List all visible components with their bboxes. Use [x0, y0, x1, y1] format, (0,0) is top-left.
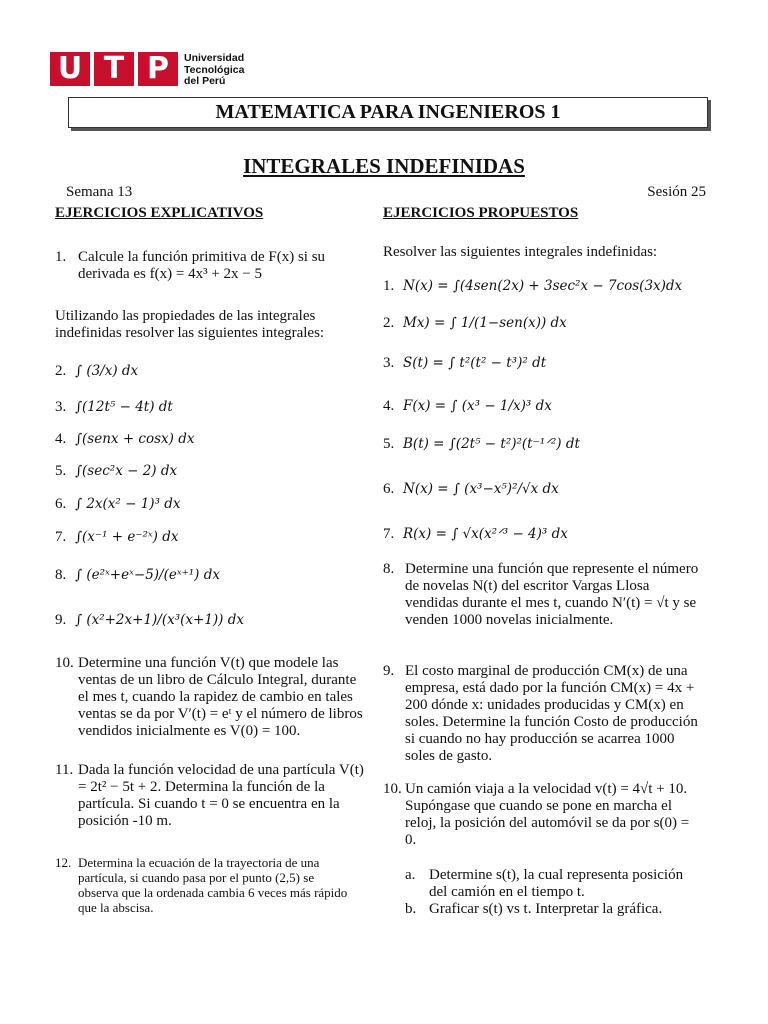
- left-heading: EJERCICIOS EXPLICATIVOS: [55, 205, 264, 221]
- exercise-text: Dada la función velocidad de una partícula V(t) = 2t² − 5t + 2. Determina la función de la partícula. Si cuando t = 0 se encuentra en la posición -10 m.: [78, 762, 364, 829]
- course-title: MATEMATICA PARA INGENIEROS 1: [215, 101, 561, 123]
- exercise-text: Determina la ecuación de la trayectoria de una partícula, si cuando pasa por el punto (2,5) se observa que la ordenada cambia 6 veces más rápido que la abscisa.: [78, 855, 348, 915]
- integral-expression: Mx) = ∫ 1/(1−sen(x)) dx: [403, 315, 567, 331]
- exercise-text: Determine una función V(t) que modele las ventas de un libro de Cálculo Integral, durante el mes t, cuando la rapidez de cambio en tales ventas se da por V′(t) = eᵗ y el número de libros vendidos inicialmente es V(0) = 100.: [78, 655, 363, 739]
- integral-expression: R(x) = ∫ √x(x²ᐟ³ − 4)³ dx: [403, 526, 568, 542]
- session-label: Sesión 25: [647, 184, 706, 200]
- course-title-box: [68, 97, 708, 128]
- integral-expression: B(t) = ∫(2t⁵ − t²)²(t⁻¹ᐟ²) dt: [403, 436, 580, 452]
- integral-expression: F(x) = ∫ (x³ − 1/x)³ dx: [403, 398, 552, 414]
- integral-expression: ∫(sec²x − 2) dx: [75, 463, 178, 479]
- logo-university-name: Universidad Tecnológica del Perú: [184, 52, 245, 87]
- subitem-text: Graficar s(t) vs t. Interpretar la gráfica.: [429, 901, 663, 917]
- right-heading: EJERCICIOS PROPUESTOS: [383, 205, 579, 221]
- integral-expression: ∫ (3/x) dx: [75, 363, 139, 379]
- integral-expression: ∫(senx + cosx) dx: [75, 431, 195, 447]
- integral-expression: ∫ 2x(x² − 1)³ dx: [75, 496, 181, 512]
- integral-expression: N(x) = ∫(4sen(2x) + 3sec²x − 7cos(3x)dx: [403, 278, 683, 294]
- exercise-text: Determine una función que represente el número de novelas N(t) del escritor Vargas Llosa vendidas durante el mes t, cuando N′(t) = √t y se venden 1000 novelas inicialmente.: [405, 561, 699, 628]
- utp-logo: [50, 52, 250, 88]
- integral-expression: S(t) = ∫ t²(t² − t³)² dt: [403, 355, 547, 371]
- exercise-text: Un camión viaja a la velocidad v(t) = 4√t + 10. Supóngase que cuando se pone en marcha el reloj, la posición del automóvil se da por s(0) = 0.: [405, 781, 690, 848]
- integral-expression: N(x) = ∫ (x³−x⁵)²/√x dx: [403, 481, 559, 497]
- exercise-text: El costo marginal de producción CM(x) de una empresa, está dado por la función CM(x) = 4x + 200 dónde x: unidades producidas y CM(x) en soles. Determine la función Costo de producción si cuando no hay producción se acarrea 1000 soles de gasto.: [405, 663, 698, 764]
- exercise-text: Calcule la función primitiva de F(x) si su derivada es f(x) = 4x³ + 2x − 5: [78, 249, 326, 282]
- logo-letter-t: T: [94, 52, 134, 86]
- exercise-number: 1.: [55, 249, 67, 265]
- logo-letter-u: U: [50, 52, 90, 86]
- integral-expression: ∫ (x²+2x+1)/(x³(x+1)) dx: [75, 612, 245, 628]
- subitem-text: Determine s(t), la cual representa posición del camión en el tiempo t.: [429, 867, 684, 900]
- week-label: Semana 13: [66, 184, 133, 200]
- integral-expression: ∫ (e²ˣ+eˣ−5)/(eˣ⁺¹) dx: [75, 567, 220, 583]
- right-intro: Resolver las siguientes integrales indefinidas:: [383, 244, 658, 260]
- integral-expression: ∫(12t⁵ − 4t) dt: [75, 399, 173, 415]
- logo-letter-p: P: [138, 52, 178, 86]
- left-intro: Utilizando las propiedades de las integrales indefinidas resolver las siguientes integrales:: [55, 308, 325, 341]
- topic-title: INTEGRALES INDEFINIDAS: [243, 154, 525, 178]
- integral-expression: ∫(x⁻¹ + e⁻²ˣ) dx: [75, 529, 179, 545]
